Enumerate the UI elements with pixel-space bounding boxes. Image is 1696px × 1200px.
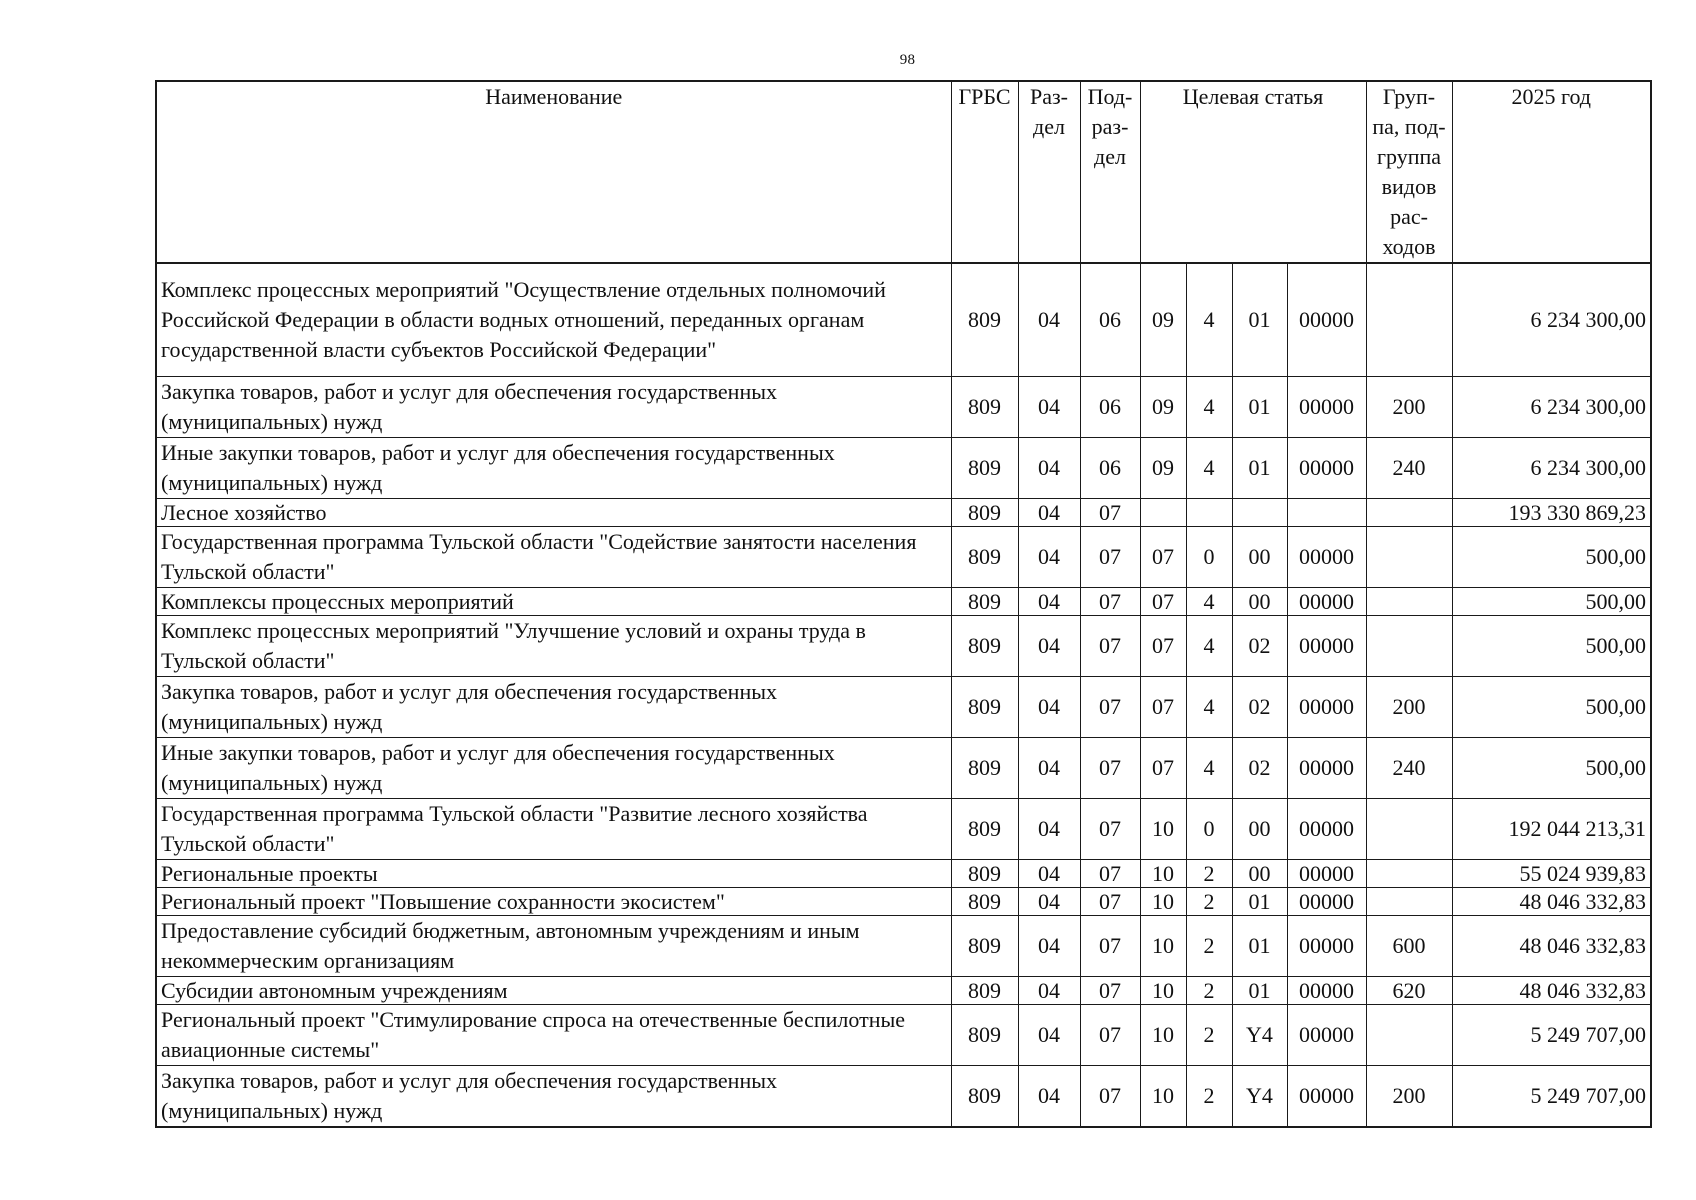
cell-target-code: 00000 xyxy=(1287,916,1366,977)
cell-target-code: 00000 xyxy=(1287,527,1366,588)
table-row xyxy=(156,263,1651,377)
cell-target-program: 10 xyxy=(1140,1005,1186,1066)
cell-expense-group xyxy=(1366,263,1452,377)
cell-grbs: 809 xyxy=(951,677,1018,738)
cell-subsection: 07 xyxy=(1080,616,1140,677)
cell-target-program: 07 xyxy=(1140,527,1186,588)
table-row xyxy=(156,888,1651,916)
cell-name: Государственная программа Тульской области "Содействие занятости населения Тульской области" xyxy=(156,527,951,588)
cell-grbs: 809 xyxy=(951,1066,1018,1128)
cell-target-code: 00000 xyxy=(1287,860,1366,888)
cell-target-type: 4 xyxy=(1186,677,1232,738)
cell-section: 04 xyxy=(1018,916,1080,977)
cell-grbs: 809 xyxy=(951,377,1018,438)
cell-amount: 55 024 939,83 xyxy=(1452,860,1651,888)
header-expense-group: Груп- па, под- группа видов рас- ходов xyxy=(1366,81,1452,263)
cell-target-direction: Y4 xyxy=(1232,1066,1287,1128)
cell-subsection: 06 xyxy=(1080,377,1140,438)
cell-amount: 500,00 xyxy=(1452,738,1651,799)
cell-grbs: 809 xyxy=(951,977,1018,1005)
cell-expense-group xyxy=(1366,860,1452,888)
cell-subsection: 07 xyxy=(1080,977,1140,1005)
cell-target-direction: 01 xyxy=(1232,888,1287,916)
cell-amount: 48 046 332,83 xyxy=(1452,888,1651,916)
cell-target-program: 09 xyxy=(1140,263,1186,377)
cell-target-code: 00000 xyxy=(1287,799,1366,860)
header-grbs: ГРБС xyxy=(951,81,1018,263)
cell-name: Предоставление субсидий бюджетным, автономным учреждениям и иным некоммерческим организациям xyxy=(156,916,951,977)
cell-name: Комплексы процессных мероприятий xyxy=(156,588,951,616)
cell-grbs: 809 xyxy=(951,438,1018,499)
table-header-row xyxy=(156,81,1651,263)
cell-subsection: 07 xyxy=(1080,738,1140,799)
cell-expense-group xyxy=(1366,527,1452,588)
cell-section: 04 xyxy=(1018,263,1080,377)
cell-section: 04 xyxy=(1018,1005,1080,1066)
cell-expense-group: 600 xyxy=(1366,916,1452,977)
cell-name: Субсидии автономным учреждениям xyxy=(156,977,951,1005)
table-row xyxy=(156,1066,1651,1128)
cell-amount: 5 249 707,00 xyxy=(1452,1066,1651,1128)
cell-expense-group: 240 xyxy=(1366,438,1452,499)
cell-grbs: 809 xyxy=(951,588,1018,616)
cell-amount: 48 046 332,83 xyxy=(1452,977,1651,1005)
table-row xyxy=(156,588,1651,616)
cell-target-type: 2 xyxy=(1186,860,1232,888)
cell-target-code: 00000 xyxy=(1287,977,1366,1005)
cell-target-program: 09 xyxy=(1140,438,1186,499)
header-name: Наименование xyxy=(156,81,951,263)
cell-target-direction: 02 xyxy=(1232,616,1287,677)
cell-target-direction: Y4 xyxy=(1232,1005,1287,1066)
cell-expense-group xyxy=(1366,499,1452,527)
cell-target-code: 00000 xyxy=(1287,438,1366,499)
cell-section: 04 xyxy=(1018,860,1080,888)
table-row xyxy=(156,738,1651,799)
cell-target-code: 00000 xyxy=(1287,588,1366,616)
cell-subsection: 06 xyxy=(1080,263,1140,377)
cell-target-direction: 00 xyxy=(1232,527,1287,588)
cell-target-type: 0 xyxy=(1186,527,1232,588)
cell-target-type: 2 xyxy=(1186,1066,1232,1128)
cell-target-type: 4 xyxy=(1186,263,1232,377)
cell-section: 04 xyxy=(1018,799,1080,860)
cell-target-program: 07 xyxy=(1140,616,1186,677)
cell-amount: 500,00 xyxy=(1452,677,1651,738)
cell-target-type xyxy=(1186,499,1232,527)
cell-target-direction: 01 xyxy=(1232,438,1287,499)
cell-expense-group: 200 xyxy=(1366,1066,1452,1128)
table-row xyxy=(156,377,1651,438)
cell-target-code: 00000 xyxy=(1287,377,1366,438)
table-row xyxy=(156,916,1651,977)
cell-subsection: 07 xyxy=(1080,677,1140,738)
cell-target-direction: 02 xyxy=(1232,677,1287,738)
cell-target-direction: 00 xyxy=(1232,860,1287,888)
cell-expense-group xyxy=(1366,588,1452,616)
cell-name: Закупка товаров, работ и услуг для обеспечения государственных (муниципальных) нужд xyxy=(156,677,951,738)
cell-amount: 5 249 707,00 xyxy=(1452,1005,1651,1066)
table-row xyxy=(156,799,1651,860)
cell-target-direction: 00 xyxy=(1232,588,1287,616)
header-target-article: Целевая статья xyxy=(1140,81,1366,263)
cell-target-direction: 01 xyxy=(1232,916,1287,977)
cell-target-type: 4 xyxy=(1186,738,1232,799)
cell-target-code: 00000 xyxy=(1287,616,1366,677)
table-row xyxy=(156,860,1651,888)
cell-grbs: 809 xyxy=(951,527,1018,588)
cell-target-type: 2 xyxy=(1186,977,1232,1005)
cell-target-direction: 01 xyxy=(1232,263,1287,377)
cell-section: 04 xyxy=(1018,616,1080,677)
cell-amount: 192 044 213,31 xyxy=(1452,799,1651,860)
cell-subsection: 07 xyxy=(1080,1066,1140,1128)
cell-amount: 500,00 xyxy=(1452,616,1651,677)
cell-subsection: 07 xyxy=(1080,588,1140,616)
cell-section: 04 xyxy=(1018,377,1080,438)
cell-name: Комплекс процессных мероприятий "Улучшение условий и охраны труда в Тульской области" xyxy=(156,616,951,677)
cell-grbs: 809 xyxy=(951,1005,1018,1066)
cell-subsection: 07 xyxy=(1080,1005,1140,1066)
cell-grbs: 809 xyxy=(951,888,1018,916)
cell-section: 04 xyxy=(1018,738,1080,799)
cell-amount: 6 234 300,00 xyxy=(1452,263,1651,377)
cell-subsection: 06 xyxy=(1080,438,1140,499)
cell-target-direction xyxy=(1232,499,1287,527)
cell-target-code: 00000 xyxy=(1287,1066,1366,1128)
cell-name: Комплекс процессных мероприятий "Осуществление отдельных полномочий Российской Федерации в области водных отношений, переданных органам государственной власти субъектов Российской Федерации" xyxy=(156,263,951,377)
cell-grbs: 809 xyxy=(951,263,1018,377)
cell-amount: 500,00 xyxy=(1452,588,1651,616)
table-row xyxy=(156,1005,1651,1066)
cell-section: 04 xyxy=(1018,977,1080,1005)
cell-target-type: 4 xyxy=(1186,588,1232,616)
cell-grbs: 809 xyxy=(951,916,1018,977)
cell-subsection: 07 xyxy=(1080,527,1140,588)
cell-target-direction: 02 xyxy=(1232,738,1287,799)
cell-target-program: 10 xyxy=(1140,860,1186,888)
cell-name: Государственная программа Тульской области "Развитие лесного хозяйства Тульской области" xyxy=(156,799,951,860)
cell-target-type: 2 xyxy=(1186,888,1232,916)
cell-target-program: 10 xyxy=(1140,916,1186,977)
table-row xyxy=(156,677,1651,738)
cell-amount: 6 234 300,00 xyxy=(1452,438,1651,499)
cell-amount: 193 330 869,23 xyxy=(1452,499,1651,527)
table-row xyxy=(156,438,1651,499)
header-subsection: Под- раз- дел xyxy=(1080,81,1140,263)
cell-target-program: 07 xyxy=(1140,677,1186,738)
table-row xyxy=(156,499,1651,527)
cell-target-code: 00000 xyxy=(1287,738,1366,799)
cell-expense-group xyxy=(1366,888,1452,916)
cell-subsection: 07 xyxy=(1080,916,1140,977)
cell-subsection: 07 xyxy=(1080,499,1140,527)
cell-target-type: 2 xyxy=(1186,1005,1232,1066)
cell-target-direction: 00 xyxy=(1232,799,1287,860)
cell-section: 04 xyxy=(1018,438,1080,499)
cell-grbs: 809 xyxy=(951,738,1018,799)
header-section: Раз- дел xyxy=(1018,81,1080,263)
cell-target-code: 00000 xyxy=(1287,1005,1366,1066)
cell-section: 04 xyxy=(1018,888,1080,916)
cell-section: 04 xyxy=(1018,588,1080,616)
cell-section: 04 xyxy=(1018,677,1080,738)
table-row xyxy=(156,527,1651,588)
cell-name: Региональный проект "Повышение сохранности экосистем" xyxy=(156,888,951,916)
cell-expense-group xyxy=(1366,799,1452,860)
cell-name: Региональный проект "Стимулирование спроса на отечественные беспилотные авиационные системы" xyxy=(156,1005,951,1066)
cell-target-program xyxy=(1140,499,1186,527)
cell-amount: 500,00 xyxy=(1452,527,1651,588)
table-row xyxy=(156,616,1651,677)
table-body xyxy=(156,263,1651,1127)
cell-target-program: 07 xyxy=(1140,738,1186,799)
cell-name: Закупка товаров, работ и услуг для обеспечения государственных (муниципальных) нужд xyxy=(156,377,951,438)
cell-amount: 48 046 332,83 xyxy=(1452,916,1651,977)
cell-subsection: 07 xyxy=(1080,860,1140,888)
cell-grbs: 809 xyxy=(951,799,1018,860)
cell-target-type: 2 xyxy=(1186,916,1232,977)
cell-target-type: 0 xyxy=(1186,799,1232,860)
header-year-2025: 2025 год xyxy=(1452,81,1651,263)
cell-target-code xyxy=(1287,499,1366,527)
cell-section: 04 xyxy=(1018,1066,1080,1128)
cell-target-program: 10 xyxy=(1140,977,1186,1005)
cell-name: Иные закупки товаров, работ и услуг для обеспечения государственных (муниципальных) нужд xyxy=(156,438,951,499)
cell-target-code: 00000 xyxy=(1287,677,1366,738)
cell-expense-group: 200 xyxy=(1366,377,1452,438)
page-number: 98 xyxy=(899,52,916,68)
cell-expense-group xyxy=(1366,1005,1452,1066)
cell-subsection: 07 xyxy=(1080,888,1140,916)
cell-name: Лесное хозяйство xyxy=(156,499,951,527)
cell-target-type: 4 xyxy=(1186,438,1232,499)
cell-target-code: 00000 xyxy=(1287,888,1366,916)
cell-target-type: 4 xyxy=(1186,377,1232,438)
cell-expense-group: 620 xyxy=(1366,977,1452,1005)
cell-grbs: 809 xyxy=(951,616,1018,677)
cell-target-program: 10 xyxy=(1140,799,1186,860)
cell-target-program: 09 xyxy=(1140,377,1186,438)
cell-target-direction: 01 xyxy=(1232,377,1287,438)
cell-target-type: 4 xyxy=(1186,616,1232,677)
cell-target-program: 10 xyxy=(1140,888,1186,916)
cell-name: Иные закупки товаров, работ и услуг для обеспечения государственных (муниципальных) нужд xyxy=(156,738,951,799)
cell-target-program: 10 xyxy=(1140,1066,1186,1128)
budget-table xyxy=(155,80,1652,1128)
cell-target-direction: 01 xyxy=(1232,977,1287,1005)
cell-expense-group: 200 xyxy=(1366,677,1452,738)
table-row xyxy=(156,977,1651,1005)
cell-name: Закупка товаров, работ и услуг для обеспечения государственных (муниципальных) нужд xyxy=(156,1066,951,1128)
cell-subsection: 07 xyxy=(1080,799,1140,860)
cell-grbs: 809 xyxy=(951,499,1018,527)
cell-name: Региональные проекты xyxy=(156,860,951,888)
cell-grbs: 809 xyxy=(951,860,1018,888)
cell-amount: 6 234 300,00 xyxy=(1452,377,1651,438)
cell-target-code: 00000 xyxy=(1287,263,1366,377)
cell-target-program: 07 xyxy=(1140,588,1186,616)
cell-section: 04 xyxy=(1018,499,1080,527)
cell-expense-group xyxy=(1366,616,1452,677)
cell-expense-group: 240 xyxy=(1366,738,1452,799)
cell-section: 04 xyxy=(1018,527,1080,588)
